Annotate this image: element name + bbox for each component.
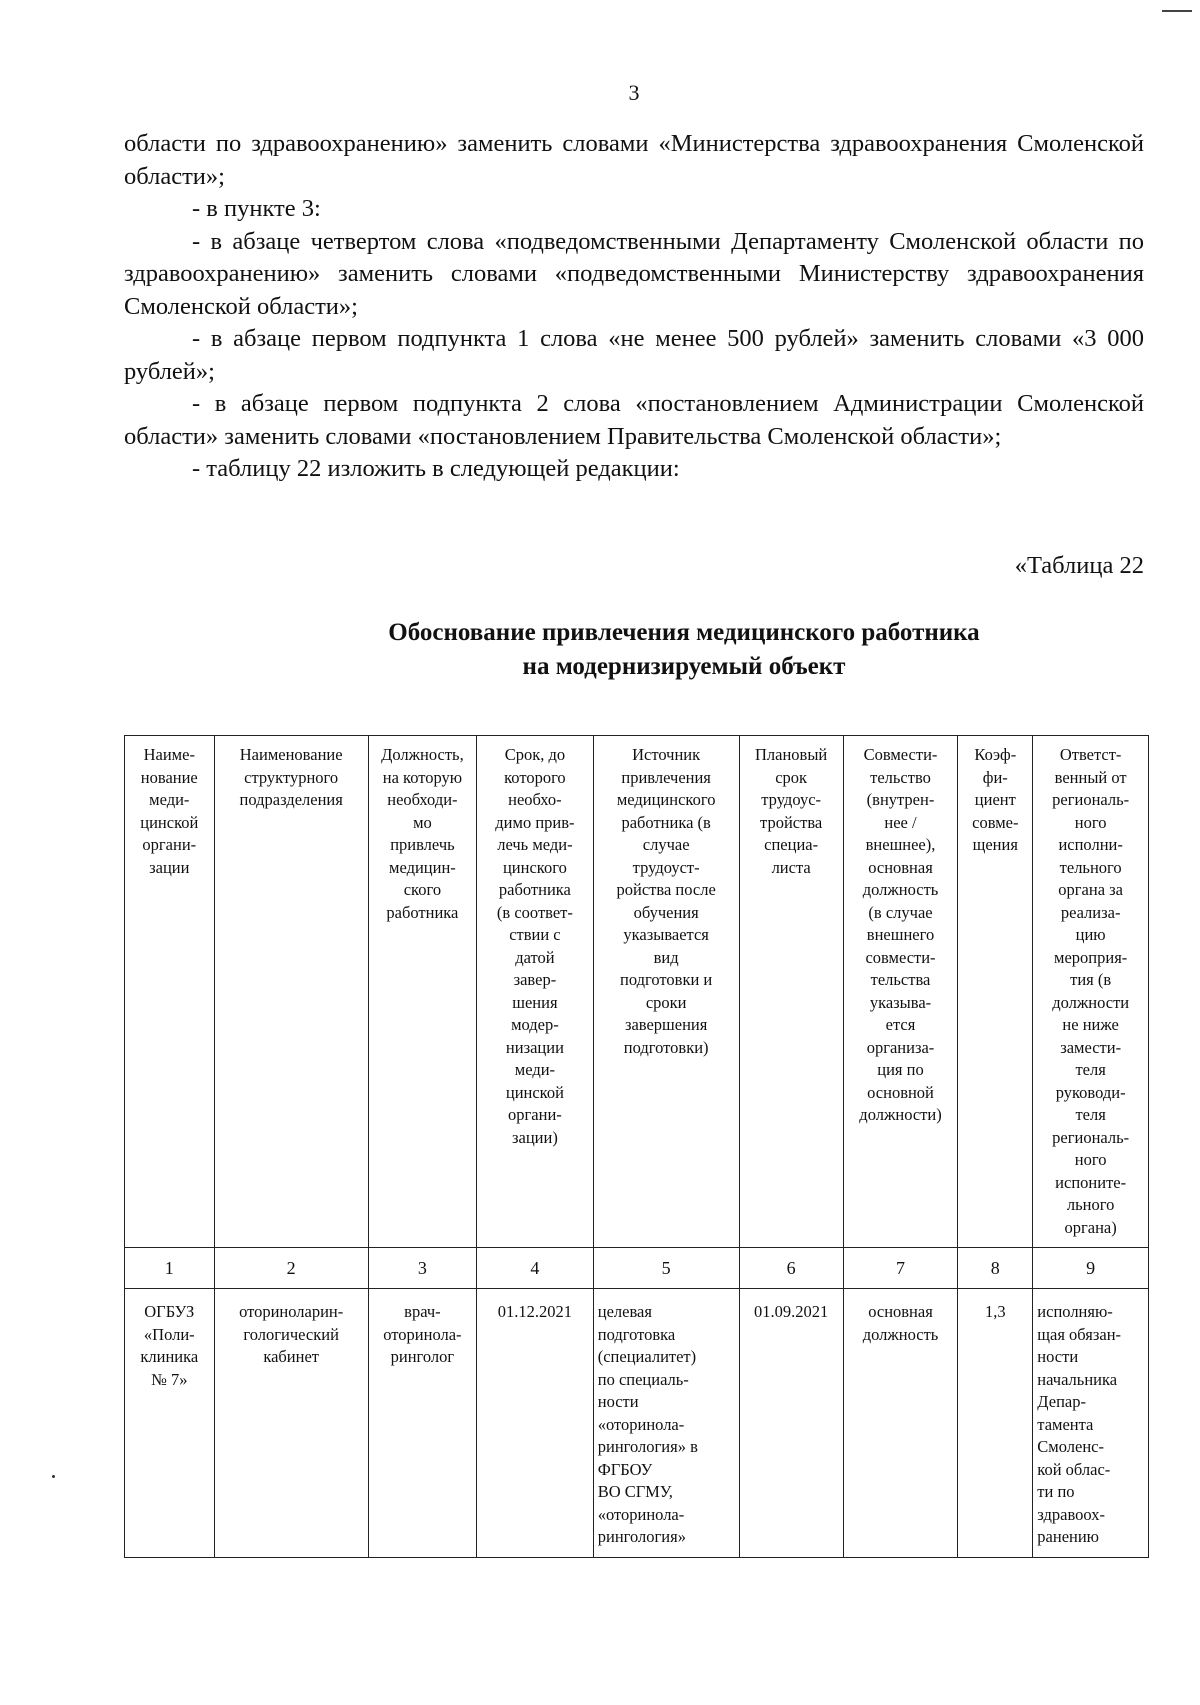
paragraph-3: - в абзаце четвертом слова «подведомственными Департаменту Смоленской области по здравоохранению» заменить словами «подведомственными Министерству здравоохранения Смоленской области»; xyxy=(124,227,1144,320)
header-planned-date: Плановый срок трудоус- тройства специа- листа xyxy=(739,736,843,1248)
table-title-line-2: на модернизируемый объект xyxy=(522,653,846,680)
column-number-4: 4 xyxy=(477,1248,594,1289)
cell-deadline: 01.12.2021 xyxy=(477,1289,594,1558)
cell-responsible: исполняю- щая обязан- ности начальника Депар- тамента Смоленс- кой облас- ти по здравоох- ранению xyxy=(1033,1289,1149,1558)
column-number-8: 8 xyxy=(958,1248,1033,1289)
scan-mark xyxy=(1162,10,1192,12)
column-number-7: 7 xyxy=(843,1248,958,1289)
table-title xyxy=(124,616,1200,684)
cell-coefficient: 1,3 xyxy=(958,1289,1033,1558)
header-organization: Наиме- нование меди- цинской органи- зации xyxy=(125,736,215,1248)
paragraph-6: - таблицу 22 изложить в следующей редакции: xyxy=(192,455,680,482)
scan-speck xyxy=(52,1475,55,1478)
cell-planned-date: 01.09.2021 xyxy=(739,1289,843,1558)
column-number-3: 3 xyxy=(368,1248,476,1289)
cell-source: целевая подготовка (специалитет) по специаль- ности «оторинола- рингология» в ФГБОУ ВО СГМУ, «оторинола- рингология» xyxy=(593,1289,739,1558)
table-title-line-1: Обоснование привлечения медицинского работника xyxy=(388,619,980,646)
table-caption: «Таблица 22 xyxy=(1014,552,1144,579)
header-deadline: Срок, до которого необхо- димо прив- лечь меди- цинского работника (в соответ- ствии с датой завер- шения модер- низации меди- цинской органи- зации) xyxy=(477,736,594,1248)
cell-organization: ОГБУЗ «Поли- клиника № 7» xyxy=(125,1289,215,1558)
paragraph-2: - в пункте 3: xyxy=(192,195,321,222)
paragraph-5: - в абзаце первом подпункта 2 слова «постановлением Администрации Смоленской области» заменить словами «постановлением Правительства Смоленской области»; xyxy=(124,390,1144,450)
column-number-6: 6 xyxy=(739,1248,843,1289)
cell-combination: основная должность xyxy=(843,1289,958,1558)
header-structural-unit: Наименование структурного подразделения xyxy=(214,736,368,1248)
header-combination: Совмести- тельство (внутрен- нее / внешнее), основная должность (в случае внешнего совмести- тельства указыва- ется организа- ция по основной должности) xyxy=(843,736,958,1248)
column-number-2: 2 xyxy=(214,1248,368,1289)
paragraph-1: области по здравоохранению» заменить словами «Министерства здравоохранения Смоленской области»; xyxy=(124,130,1144,190)
paragraph-4: - в абзаце первом подпункта 1 слова «не менее 500 рублей» заменить словами «3 000 рублей»; xyxy=(124,325,1144,385)
cell-structural-unit: оториноларин- гологический кабинет xyxy=(214,1289,368,1558)
cell-position: врач- оторинола- ринголог xyxy=(368,1289,476,1558)
body-text xyxy=(124,128,1144,486)
column-number-1: 1 xyxy=(125,1248,215,1289)
header-source: Источник привлечения медицинского работника (в случае трудоуст- ройства после обучения указывается вид подготовки и сроки завершения подготовки) xyxy=(593,736,739,1248)
column-number-5: 5 xyxy=(593,1248,739,1289)
page-number: 3 xyxy=(628,80,640,105)
header-responsible: Ответст- венный от региональ- ного исполни- тельного органа за реализа- цию мероприя- тия (в должности не ниже замести- теля руководи- теля региональ- ного испоните- льного органа) xyxy=(1033,736,1149,1248)
justification-table xyxy=(124,735,1149,1558)
header-coefficient: Коэф- фи- циент совме- щения xyxy=(958,736,1033,1248)
table-row xyxy=(125,1289,1149,1558)
column-number-9: 9 xyxy=(1033,1248,1149,1289)
table-column-numbers-row xyxy=(125,1248,1149,1289)
header-position: Должность, на которую необходи- мо привлечь медицин- ского работника xyxy=(368,736,476,1248)
table-header-row xyxy=(125,736,1149,1248)
